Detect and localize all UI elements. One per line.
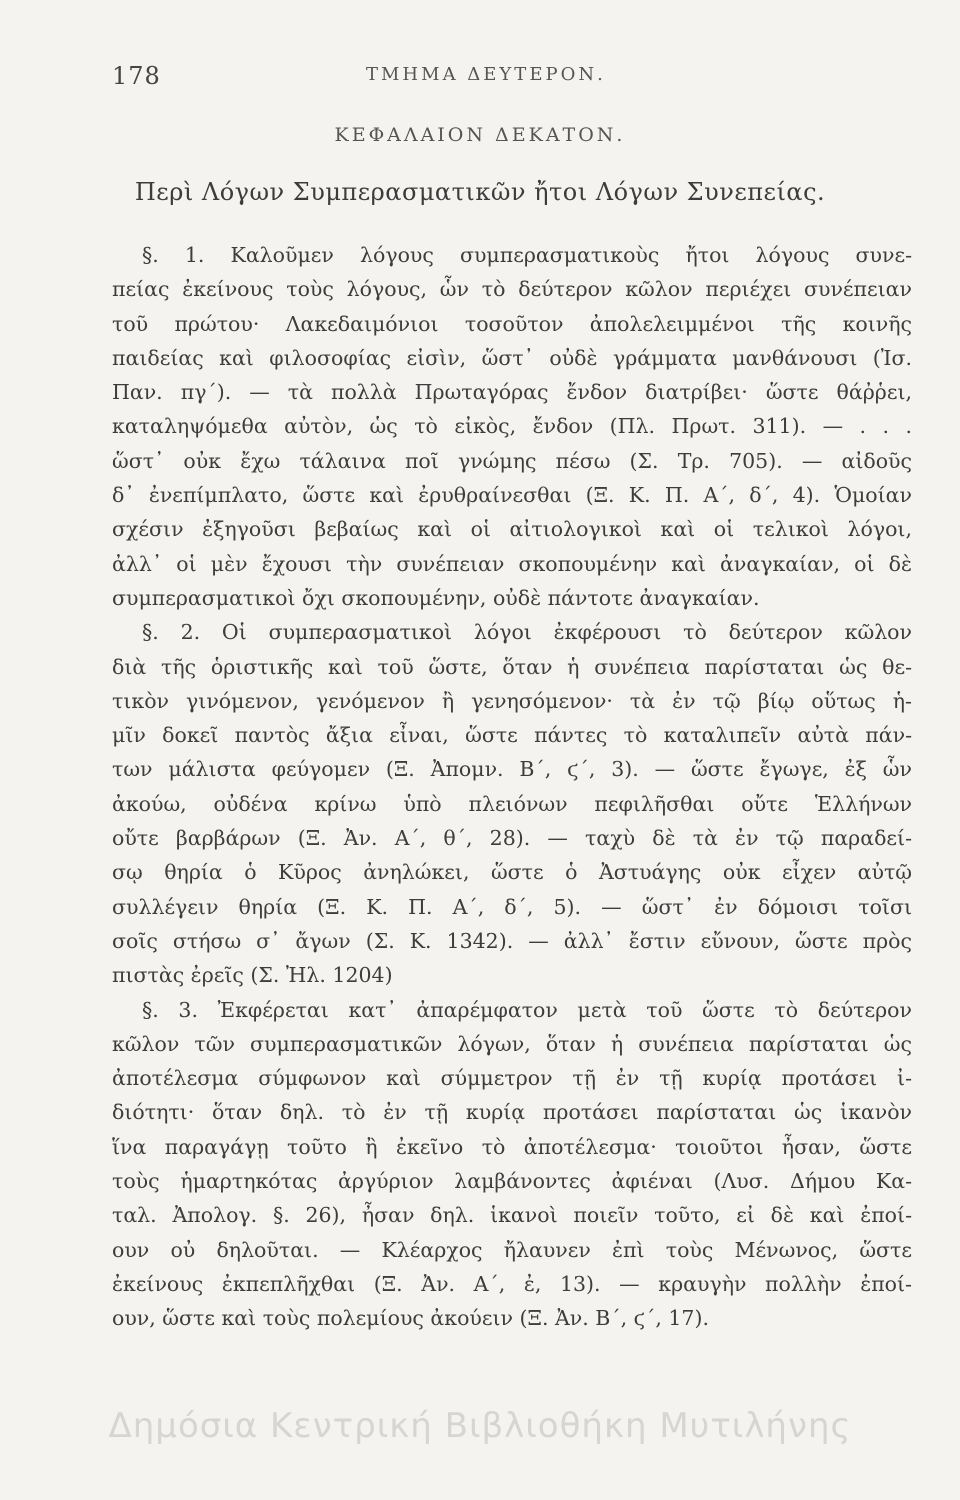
text-line: Παν. πγ΄). — τὰ πολλὰ Πρωταγόρας ἔνδον διατρίβει· ὥστε θάῤῥει,	[112, 380, 912, 405]
text-line: §. 2. Οἱ συμπερασματικοὶ λόγοι ἐκφέρουσι τὸ δεύτερον κῶλον	[142, 620, 912, 645]
text-line: τοὺς ἡμαρτηκότας ἀργύριον λαμβάνοντες ἀφιέναι (Λυσ. Δήμου Κα-	[112, 1169, 912, 1194]
text-line: §. 3. Ἐκφέρεται κατ᾽ ἀπαρέμφατον μετὰ τοῦ ὥστε τὸ δεύτερον	[142, 997, 912, 1022]
text-line: σῳ θηρία ὁ Κῦρος ἀνηλώκει, ὥστε ὁ Ἀστυάγης οὐκ εἶχεν αὐτῷ	[112, 860, 912, 885]
text-line: ἀκούω, οὐδένα κρίνω ὑπὸ πλειόνων πεφιλῆσθαι οὔτε Ἑλλήνων	[112, 791, 912, 816]
text-line: παιδείας καὶ φιλοσοφίας εἰσὶν, ὥστ᾽ οὐδὲ γράμματα μανθάνουσι (Ἰσ.	[112, 345, 912, 370]
text-line: §. 1. Καλοῦμεν λόγους συμπερασματικοὺς ἤτοι λόγους συνε-	[142, 243, 912, 267]
text-line: καταληψόμεθα αὐτὸν, ὡς τὸ εἰκὸς, ἔνδον (Πλ. Πρωτ. 311). — . . .	[112, 414, 912, 439]
text-line: ουν οὐ δηλοῦται. — Κλέαρχος ἤλαυνεν ἐπὶ τοὺς Μένωνος, ὥστε	[112, 1237, 912, 1262]
text-line: ἐκείνους ἐκπεπλῆχθαι (Ξ. Ἀν. Α΄, ἐ, 13). — κραυγὴν πολλὴν ἐποί-	[112, 1271, 912, 1296]
text-line: ὥστ᾽ οὐκ ἔχω τάλαινα ποῖ γνώμης πέσω (Σ. Τρ. 705). — αἰδοῦς	[112, 448, 912, 473]
text-line: τοῦ πρώτου· Λακεδαιμόνιοι τοσοῦτον ἀπολελειμμένοι τῆς κοινῆς	[112, 311, 912, 336]
text-line: ταλ. Ἀπολογ. §. 26), ἦσαν δηλ. ἱκανοὶ ποιεῖν τοῦτο, εἰ δὲ καὶ ἐποί-	[112, 1203, 912, 1228]
text-line: ἀποτέλεσμα σύμφωνον καὶ σύμμετρον τῇ ἐν τῇ κυρίᾳ προτάσει ἰ-	[112, 1066, 912, 1091]
text-line: κῶλον τῶν συμπερασματικῶν λόγων, ὅταν ἡ συνέπεια παρίσταται ὡς	[112, 1031, 912, 1056]
body-text	[112, 238, 912, 1336]
text-line: σοῖς στήσω σ᾽ ἄγων (Σ. Κ. 1342). — ἀλλ᾽ ἔστιν εὔνουν, ὥστε πρὸς	[112, 928, 912, 953]
text-line: σχέσιν ἐξηγοῦσι βεβαίως καὶ οἱ αἰτιολογικοὶ καὶ οἱ τελικοὶ λόγοι,	[112, 517, 912, 542]
running-head	[112, 62, 912, 96]
text-line: διὰ τῆς ὁριστικῆς καὶ τοῦ ὥστε, ὅταν ἡ συνέπεια παρίσταται ὡς θε-	[112, 654, 912, 679]
section-title: Περὶ Λόγων Συμπερασματικῶν ἤτοι Λόγων Συνεπείας.	[134, 178, 826, 206]
text-line: μῖν δοκεῖ παντὸς ἄξια εἶναι, ὥστε πάντες τὸ καταλιπεῖν αὐτὰ πάν-	[112, 723, 912, 748]
text-line: τικὸν γινόμενον, γενόμενον ἢ γενησόμενον· τὰ ἐν τῷ βίῳ οὕτως ἡ-	[112, 688, 912, 713]
text-line: των μάλιστα φεύγομεν (Ξ. Ἀπομν. Β΄, ϛ΄, 3). — ὥστε ἔγωγε, ἐξ ὧν	[112, 757, 912, 782]
text-line: ἀλλ᾽ οἱ μὲν ἔχουσι τὴν συνέπειαν σκοπουμένην καὶ ἀναγκαίαν, οἱ δὲ	[112, 551, 912, 576]
text-line: δ᾽ ἐνεπίμπλατο, ὥστε καὶ ἐρυθραίνεσθαι (Ξ. Κ. Π. Α΄, δ΄, 4). Ὁμοίαν	[112, 483, 912, 508]
text-line: πείας ἐκείνους τοὺς λόγους, ὧν τὸ δεύτερον κῶλον περιέχει συνέπειαν	[112, 277, 912, 302]
part-title: ΤΜΗΜΑ ΔΕΥΤΕΡΟΝ.	[366, 64, 606, 85]
text-line: ἵνα παραγάγῃ τοῦτο ἢ ἐκεῖνο τὸ ἀποτέλεσμα· τοιοῦτοι ἦσαν, ὥστε	[112, 1134, 912, 1159]
text-line: διότητι· ὅταν δηλ. τὸ ἐν τῇ κυρίᾳ προτάσει παρίσταται ὡς ἱκανὸν	[112, 1100, 912, 1125]
text-line: πιστὰς ἐρεῖς (Σ. Ἠλ. 1204)	[112, 963, 393, 988]
chapter-title: ΚΕΦΑΛΑΙΟΝ ΔΕΚΑΤΟΝ.	[334, 124, 626, 146]
text-line: οὔτε βαρβάρων (Ξ. Ἀν. Α΄, θ΄, 28). — ταχὺ δὲ τὰ ἐν τῷ παραδεί-	[112, 826, 912, 851]
page-number: 178	[112, 62, 161, 90]
text-line: ουν, ὥστε καὶ τοὺς πολεμίους ἀκούειν (Ξ. Ἀν. Β΄, ϛ΄, 17).	[112, 1306, 709, 1331]
text-line: συλλέγειν θηρία (Ξ. Κ. Π. Α΄, δ΄, 5). — ὥστ᾽ ἐν δόμοισι τοῖσι	[112, 894, 912, 919]
text-line: συμπερασματικοὶ ὄχι σκοπουμένην, οὐδὲ πάντοτε ἀναγκαίαν.	[112, 585, 760, 610]
library-watermark: Δημόσια Κεντρική Βιβλιοθήκη Μυτιλήνης	[108, 1406, 852, 1446]
